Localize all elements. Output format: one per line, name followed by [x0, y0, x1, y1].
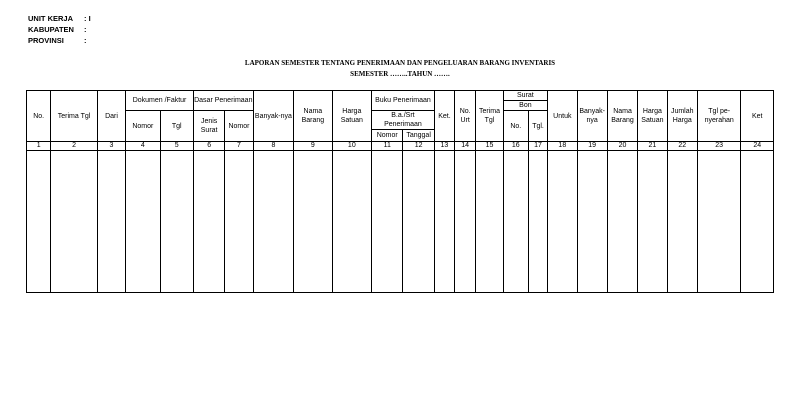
column-number: 22 [667, 142, 697, 151]
col-banyaknya: Banyak-nya [253, 91, 293, 142]
table-body-cell [741, 151, 774, 293]
column-number-row [27, 142, 774, 151]
unit-kerja-value: : I [84, 14, 91, 23]
table-body-cell [697, 151, 741, 293]
table-body-cell [372, 151, 403, 293]
column-number: 23 [697, 142, 741, 151]
group-surat: Surat [503, 91, 548, 101]
table-body-cell [332, 151, 371, 293]
group-dasar-penerimaan: Dasar Penerimaan [193, 91, 253, 111]
column-number: 11 [372, 142, 403, 151]
group-ba-srt-penerimaan: B.a./Srt Penerimaan [372, 111, 435, 130]
col-jumlah-harga: Jumlah Harga [667, 91, 697, 142]
column-number: 21 [638, 142, 667, 151]
table-body-cell [97, 151, 125, 293]
table-body-cell [403, 151, 434, 293]
table-body-cell [27, 151, 51, 293]
kabupaten-value: : [84, 25, 87, 34]
col-no-urt: No. Urt [455, 91, 476, 142]
column-number: 16 [503, 142, 528, 151]
kabupaten-label: KABUPATEN [28, 25, 74, 34]
report-semester-line: SEMESTER ……..TAHUN ……. [350, 70, 450, 78]
table-body-cell [294, 151, 332, 293]
column-number: 24 [741, 142, 774, 151]
column-number: 10 [332, 142, 371, 151]
table-body-cell [253, 151, 293, 293]
col-tgl-penyerahan: Tgl pe-nyerahan [697, 91, 741, 142]
col-nomor-2: Nomor [225, 111, 253, 142]
col-terima-tgl: Terima Tgl [51, 91, 98, 142]
col-no-2: No. [503, 111, 528, 142]
column-number: 20 [607, 142, 637, 151]
column-number: 14 [455, 142, 476, 151]
col-tanggal: Tanggal [403, 130, 434, 142]
table-body-cell [434, 151, 454, 293]
col-tgl: Tgl [160, 111, 193, 142]
column-number: 4 [126, 142, 160, 151]
provinsi-value: : [84, 36, 87, 45]
table-body-cell [607, 151, 637, 293]
column-number: 15 [476, 142, 503, 151]
column-number: 3 [97, 142, 125, 151]
table-body-cell [160, 151, 193, 293]
group-bon: Bon [503, 101, 548, 111]
col-nomor: Nomor [126, 111, 160, 142]
table-body-cell [577, 151, 607, 293]
column-number: 5 [160, 142, 193, 151]
table-body-cell [126, 151, 160, 293]
column-number: 19 [577, 142, 607, 151]
col-ket: Ket. [434, 91, 454, 142]
column-number: 13 [434, 142, 454, 151]
report-title: LAPORAN SEMESTER TENTANG PENERIMAAN DAN PENGELUARAN BARANG INVENTARIS [244, 59, 556, 67]
group-buku-penerimaan: Buku Penerimaan [372, 91, 435, 111]
col-harga-satuan-2: Harga Satuan [638, 91, 667, 142]
table-body-cell [51, 151, 98, 293]
table-body-cell [548, 151, 577, 293]
col-untuk: Untuk [548, 91, 577, 142]
col-nama-barang-2: Nama Barang [607, 91, 637, 142]
table-body-cell [638, 151, 667, 293]
column-number: 12 [403, 142, 434, 151]
col-terima-tgl-2: Terima Tgl [476, 91, 503, 142]
unit-kerja-label: UNIT KERJA [28, 14, 74, 23]
col-ket-2: Ket [741, 91, 774, 142]
col-jenis-surat: Jenis Surat [193, 111, 224, 142]
col-tgl-2: Tgl. [528, 111, 547, 142]
table-body-cell [667, 151, 697, 293]
column-number: 18 [548, 142, 577, 151]
group-dokumen-faktur: Dokumen /Faktur [126, 91, 194, 111]
table-body-cell [476, 151, 503, 293]
col-banyaknya-2: Banyak-nya [577, 91, 607, 142]
col-nama-barang: Nama Barang [294, 91, 332, 142]
table-body-cell [528, 151, 547, 293]
table-body-cell [455, 151, 476, 293]
col-dari: Dari [97, 91, 125, 142]
inventory-table [26, 90, 774, 293]
column-number: 1 [27, 142, 51, 151]
col-nomor-3: Nomor [372, 130, 403, 142]
col-harga-satuan: Harga Satuan [332, 91, 371, 142]
provinsi-label: PROVINSI [28, 36, 64, 45]
column-number: 2 [51, 142, 98, 151]
column-number: 8 [253, 142, 293, 151]
column-number: 6 [193, 142, 224, 151]
table-body-row [27, 151, 774, 293]
report-header [28, 13, 91, 46]
col-no: No. [27, 91, 51, 142]
column-number: 17 [528, 142, 547, 151]
table-body-cell [225, 151, 253, 293]
table-body-cell [193, 151, 224, 293]
column-number: 9 [294, 142, 332, 151]
column-number: 7 [225, 142, 253, 151]
table-body-cell [503, 151, 528, 293]
